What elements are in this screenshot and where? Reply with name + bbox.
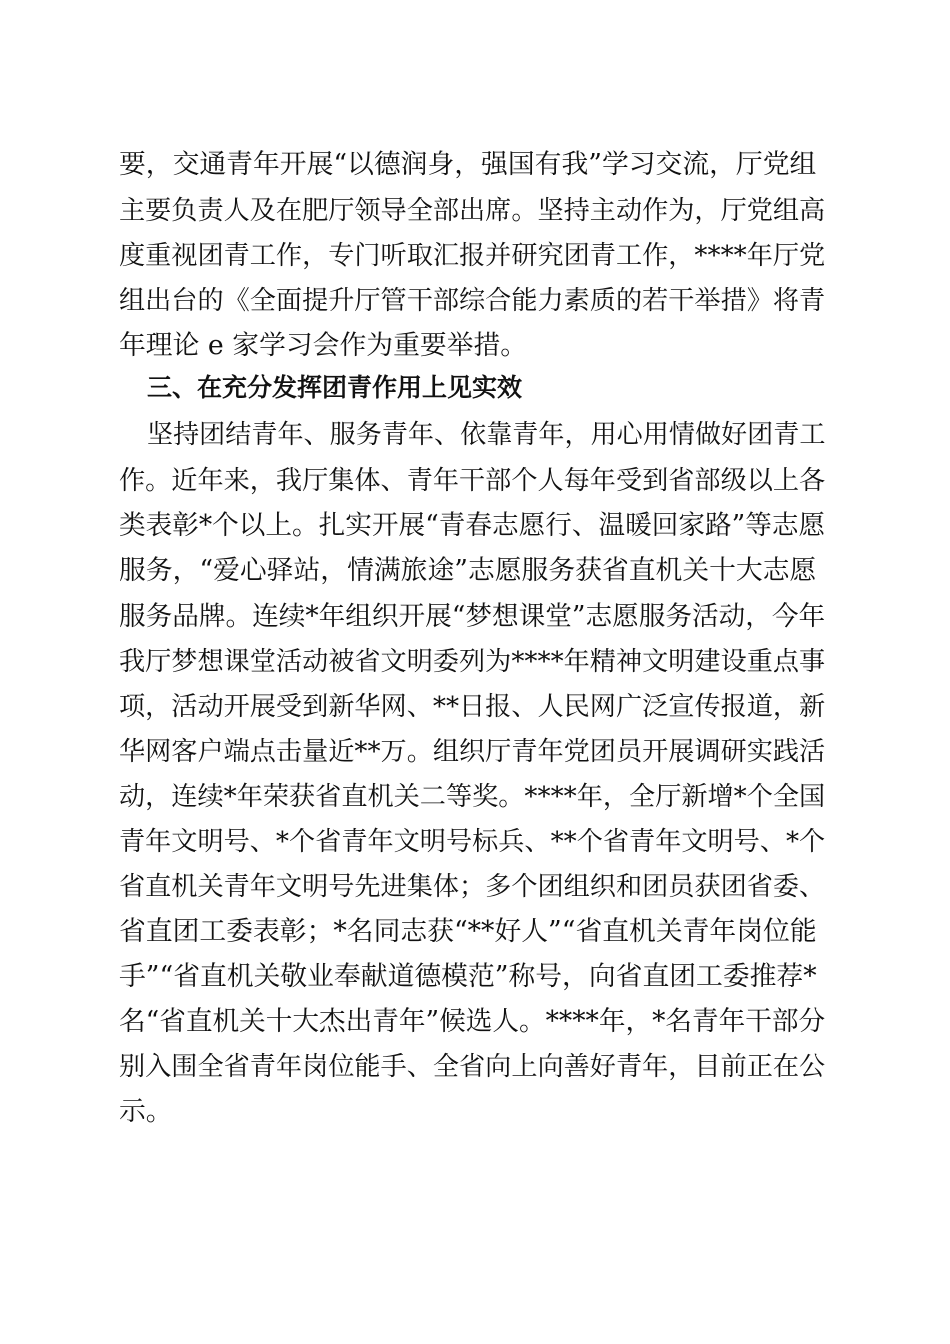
body-text-line: 组出台的《全面提升厅管干部综合能力素质的若干举措》将青 bbox=[119, 286, 826, 316]
body-text-line: 别入围全省青年岗位能手、全省向上向善好青年，目前正在公 bbox=[119, 1052, 826, 1082]
body-text-line: 类表彰*个以上。扎实开展“青春志愿行、温暖回家路”等志愿 bbox=[119, 510, 826, 541]
body-text-line: 名“省直机关十大杰出青年”候选人。****年，*名青年干部分 bbox=[119, 1006, 826, 1037]
body-text-line: 我厅梦想课堂活动被省文明委列为****年精神文明建设重点事 bbox=[119, 647, 826, 677]
body-text-line: 示。 bbox=[119, 1096, 173, 1127]
body-text-line: 项，活动开展受到新华网、**日报、人民网广泛宣传报道，新 bbox=[119, 692, 826, 722]
body-text-line: 度重视团青工作，专门听取汇报并研究团青工作，****年厅党 bbox=[119, 241, 826, 271]
body-text-line: 省直机关青年文明号先进集体；多个团组织和团员获团省委、 bbox=[119, 872, 826, 902]
body-text-line: 要，交通青年开展“以德润身，强国有我”学习交流，厅党组 bbox=[119, 149, 817, 180]
body-text-line: 主要负责人及在肥厅领导全部出席。坚持主动作为，厅党组高 bbox=[119, 196, 826, 226]
section-heading: 三、在充分发挥团青作用上见实效 bbox=[147, 373, 523, 402]
body-text-line: 华网客户端点击量近**万。组织厅青年党团员开展调研实践活 bbox=[119, 737, 826, 767]
body-text-line: 服务品牌。连续*年组织开展“梦想课堂”志愿服务活动，今年 bbox=[119, 601, 826, 632]
body-text-line: 年理论 e 家学习会作为重要举措。 bbox=[119, 330, 528, 361]
body-text-line: 青年文明号、*个省青年文明号标兵、**个省青年文明号、*个 bbox=[119, 827, 826, 857]
body-text-line: 服务，“爱心驿站，情满旅途”志愿服务获省直机关十大志愿 bbox=[119, 555, 817, 586]
body-text-line: 动，连续*年荣获省直机关二等奖。****年，全厅新增*个全国 bbox=[119, 782, 826, 812]
body-text-line: 作。近年来，我厅集体、青年干部个人每年受到省部级以上各 bbox=[119, 466, 826, 496]
body-text-line: 坚持团结青年、服务青年、依靠青年，用心用情做好团青工 bbox=[147, 420, 826, 450]
body-text-line: 省直团工委表彰；*名同志获“**好人”“省直机关青年岗位能 bbox=[119, 916, 817, 947]
body-text-line: 手”“省直机关敬业奉献道德模范”称号，向省直团工委推荐* bbox=[119, 961, 817, 992]
